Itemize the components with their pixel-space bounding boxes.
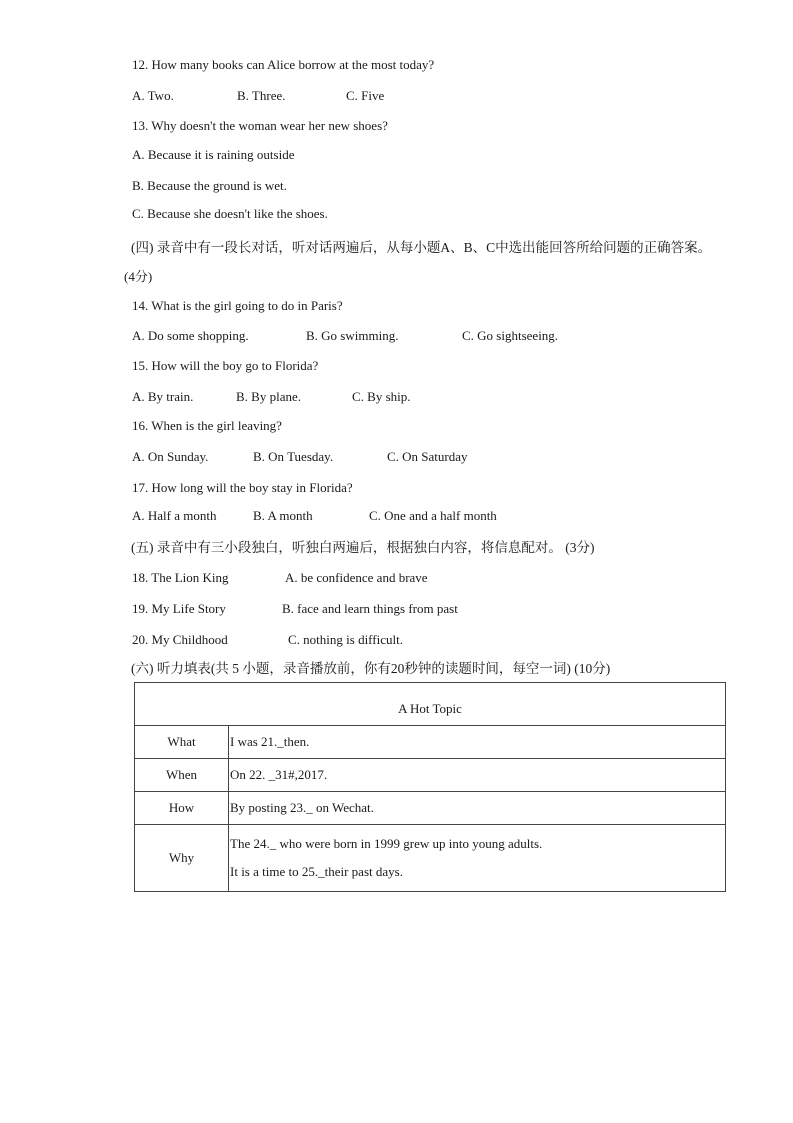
row-value-why-line-2: It is a time to 25._their past days.	[230, 864, 403, 879]
row-key-what: What	[135, 726, 229, 759]
option-16-a: A. On Sunday.	[132, 449, 209, 464]
table-title: A Hot Topic	[135, 683, 726, 726]
option-17-b: B. A month	[253, 508, 313, 523]
section-4-score: (4分)	[124, 269, 153, 284]
option-15-c: C. By ship.	[352, 389, 411, 404]
match-18-left: 18. The Lion King	[132, 570, 229, 585]
option-14-a: A. Do some shopping.	[132, 328, 249, 343]
row-key-when: When	[135, 759, 229, 792]
option-15-a: A. By train.	[132, 389, 194, 404]
match-20-right: C. nothing is difficult.	[288, 632, 403, 647]
question-14: 14. What is the girl going to do in Paris?	[132, 298, 343, 313]
option-15-b: B. By plane.	[236, 389, 301, 404]
table-header-row	[135, 683, 726, 726]
question-12: 12. How many books can Alice borrow at the most today?	[132, 57, 435, 72]
option-16-c: C. On Saturday	[387, 449, 468, 464]
table-row	[135, 792, 726, 825]
option-17-c: C. One and a half month	[369, 508, 497, 523]
option-12-c: C. Five	[346, 88, 385, 103]
row-value-what: I was 21._then.	[229, 726, 726, 759]
question-15: 15. How will the boy go to Florida?	[132, 358, 319, 373]
row-key-how: How	[135, 792, 229, 825]
option-12-a: A. Two.	[132, 88, 174, 103]
row-value-when: On 22. _31#,2017.	[229, 759, 726, 792]
match-20-left: 20. My Childhood	[132, 632, 228, 647]
hot-topic-table	[134, 682, 726, 892]
question-16: 16. When is the girl leaving?	[132, 418, 282, 433]
match-19-right: B. face and learn things from past	[282, 601, 458, 616]
option-12-b: B. Three.	[237, 88, 286, 103]
row-value-why-line-1: The 24._ who were born in 1999 grew up into young adults.	[230, 836, 543, 851]
table-row	[135, 759, 726, 792]
section-6-heading: (六) 听力填表(共 5 小题，录音播放前，你有20秒钟的读题时间，每空一词) (10分)	[131, 661, 611, 676]
row-key-why: Why	[135, 825, 229, 892]
option-13-c: C. Because she doesn't like the shoes.	[132, 206, 328, 221]
row-value-how: By posting 23._ on Wechat.	[229, 792, 726, 825]
option-16-b: B. On Tuesday.	[253, 449, 334, 464]
option-13-a: A. Because it is raining outside	[132, 147, 295, 162]
match-19-left: 19. My Life Story	[132, 601, 226, 616]
option-17-a: A. Half a month	[132, 508, 217, 523]
section-5-heading: (五) 录音中有三小段独白，听独白两遍后，根据独白内容，将信息配对。 (3分)	[131, 540, 595, 555]
section-4-heading: (四) 录音中有一段长对话，听对话两遍后，从每小题A、B、C中选出能回答所给问题的正确答案。	[131, 240, 712, 255]
row-value-why	[229, 825, 726, 892]
question-17: 17. How long will the boy stay in Florida?	[132, 480, 353, 495]
match-18-right: A. be confidence and brave	[285, 570, 428, 585]
question-13: 13. Why doesn't the woman wear her new shoes?	[132, 118, 388, 133]
table-row	[135, 726, 726, 759]
table-row	[135, 825, 726, 892]
option-13-b: B. Because the ground is wet.	[132, 178, 287, 193]
option-14-b: B. Go swimming.	[306, 328, 399, 343]
option-14-c: C. Go sightseeing.	[462, 328, 559, 343]
